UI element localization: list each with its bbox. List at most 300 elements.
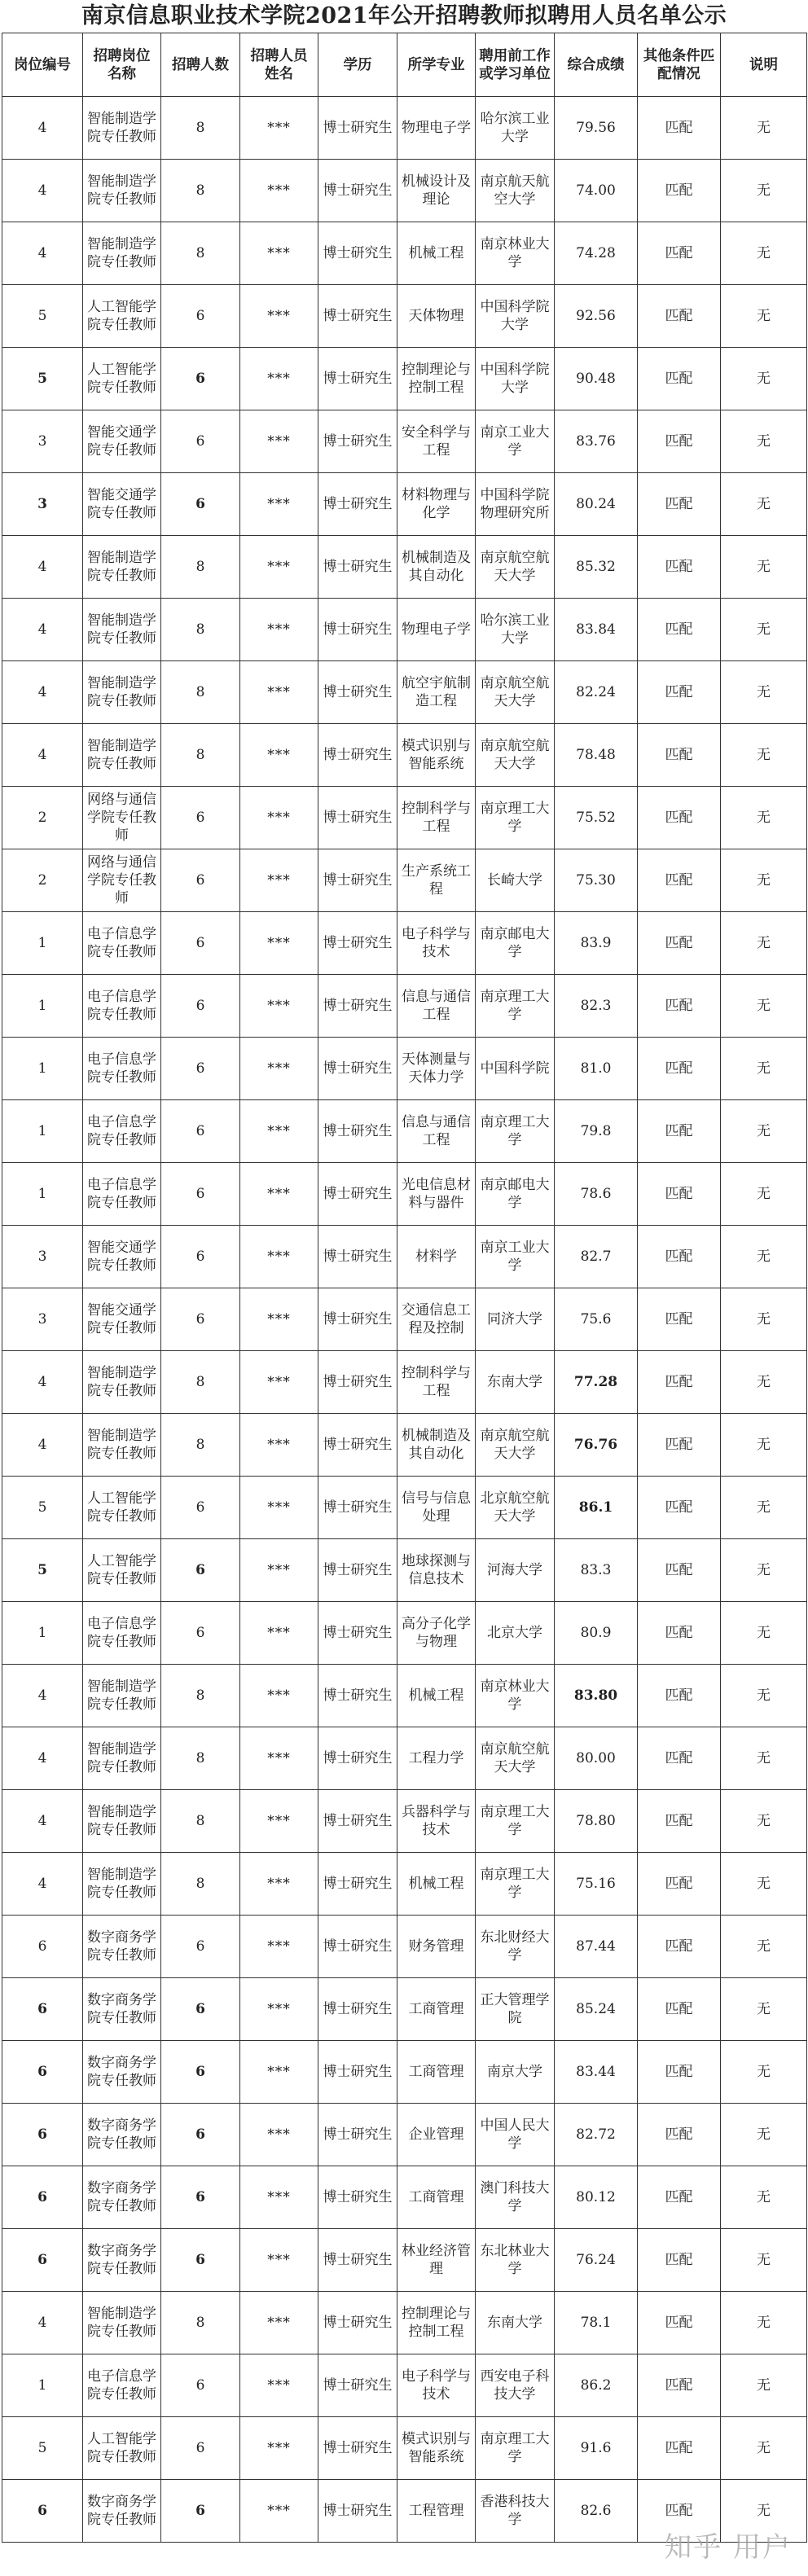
- cell-post-id: 4: [2, 97, 83, 160]
- cell-post-name: 智能制造学院专任教师: [83, 2292, 161, 2354]
- table-row: [2, 1351, 807, 1414]
- cell-post-name: 电子信息学院专任教师: [83, 1602, 161, 1665]
- cell-candidate-name: ***: [240, 787, 318, 849]
- cell-previous-unit: 中国科学院: [476, 1038, 555, 1100]
- cell-score: 80.00: [555, 1727, 638, 1790]
- cell-major: 控制科学与工程: [397, 1351, 476, 1414]
- cell-note: 无: [721, 1226, 807, 1288]
- cell-other-match: 匹配: [638, 2417, 721, 2480]
- header-major: 所学专业: [397, 33, 476, 97]
- cell-education: 博士研究生: [318, 2041, 397, 2104]
- cell-score: 80.12: [555, 2166, 638, 2229]
- cell-education: 博士研究生: [318, 912, 397, 975]
- cell-major: 交通信息工程及控制: [397, 1288, 476, 1351]
- cell-score: 74.00: [555, 160, 638, 222]
- cell-previous-unit: 北京航空航天大学: [476, 1477, 555, 1539]
- table-row: [2, 2041, 807, 2104]
- cell-major: 工程力学: [397, 1727, 476, 1790]
- cell-other-match: 匹配: [638, 222, 721, 285]
- cell-education: 博士研究生: [318, 1351, 397, 1414]
- cell-education: 博士研究生: [318, 2480, 397, 2543]
- cell-post-name: 数字商务学院专任教师: [83, 2229, 161, 2292]
- cell-other-match: 匹配: [638, 1288, 721, 1351]
- cell-other-match: 匹配: [638, 473, 721, 536]
- cell-other-match: 匹配: [638, 2104, 721, 2166]
- cell-education: 博士研究生: [318, 285, 397, 348]
- cell-score: 85.32: [555, 536, 638, 599]
- cell-hire-count: 6: [161, 410, 240, 473]
- cell-hire-count: 6: [161, 1539, 240, 1602]
- cell-major: 企业管理: [397, 2104, 476, 2166]
- cell-education: 博士研究生: [318, 160, 397, 222]
- cell-post-id: 6: [2, 1916, 83, 1978]
- table-row: [2, 1978, 807, 2041]
- cell-candidate-name: ***: [240, 1790, 318, 1853]
- cell-post-name: 智能交通学院专任教师: [83, 1288, 161, 1351]
- cell-note: 无: [721, 1539, 807, 1602]
- cell-note: 无: [721, 1602, 807, 1665]
- cell-other-match: 匹配: [638, 787, 721, 849]
- cell-major: 信号与信息处理: [397, 1477, 476, 1539]
- table-row: [2, 1477, 807, 1539]
- cell-post-id: 1: [2, 1038, 83, 1100]
- cell-score: 75.6: [555, 1288, 638, 1351]
- cell-post-id: 4: [2, 1853, 83, 1916]
- cell-note: 无: [721, 222, 807, 285]
- cell-major: 兵器科学与技术: [397, 1790, 476, 1853]
- cell-candidate-name: ***: [240, 1226, 318, 1288]
- cell-candidate-name: ***: [240, 473, 318, 536]
- cell-previous-unit: 南京理工大学: [476, 1790, 555, 1853]
- cell-education: 博士研究生: [318, 1288, 397, 1351]
- cell-hire-count: 8: [161, 599, 240, 661]
- cell-other-match: 匹配: [638, 2229, 721, 2292]
- cell-previous-unit: 南京理工大学: [476, 1853, 555, 1916]
- header-score: 综合成绩: [555, 33, 638, 97]
- cell-hire-count: 6: [161, 285, 240, 348]
- cell-education: 博士研究生: [318, 410, 397, 473]
- cell-other-match: 匹配: [638, 160, 721, 222]
- cell-major: 工商管理: [397, 1978, 476, 2041]
- cell-other-match: 匹配: [638, 536, 721, 599]
- cell-hire-count: 6: [161, 1288, 240, 1351]
- cell-note: 无: [721, 975, 807, 1038]
- cell-note: 无: [721, 2354, 807, 2417]
- cell-other-match: 匹配: [638, 1727, 721, 1790]
- cell-previous-unit: 南京邮电大学: [476, 912, 555, 975]
- cell-note: 无: [721, 1351, 807, 1414]
- cell-note: 无: [721, 1414, 807, 1477]
- cell-hire-count: 8: [161, 1351, 240, 1414]
- cell-previous-unit: 南京林业大学: [476, 222, 555, 285]
- cell-education: 博士研究生: [318, 1602, 397, 1665]
- cell-major: 材料学: [397, 1226, 476, 1288]
- table-row: [2, 2292, 807, 2354]
- cell-post-name: 智能制造学院专任教师: [83, 1351, 161, 1414]
- cell-education: 博士研究生: [318, 975, 397, 1038]
- cell-score: 82.3: [555, 975, 638, 1038]
- cell-note: 无: [721, 1727, 807, 1790]
- table-row: [2, 1226, 807, 1288]
- cell-education: 博士研究生: [318, 2104, 397, 2166]
- cell-hire-count: 6: [161, 2166, 240, 2229]
- cell-post-id: 3: [2, 473, 83, 536]
- cell-note: 无: [721, 536, 807, 599]
- cell-note: 无: [721, 2041, 807, 2104]
- cell-previous-unit: 南京理工大学: [476, 975, 555, 1038]
- cell-score: 92.56: [555, 285, 638, 348]
- cell-score: 81.0: [555, 1038, 638, 1100]
- cell-major: 光电信息材料与器件: [397, 1163, 476, 1226]
- cell-hire-count: 8: [161, 661, 240, 724]
- cell-post-name: 人工智能学院专任教师: [83, 2417, 161, 2480]
- header-other-match: 其他条件匹配情况: [638, 33, 721, 97]
- cell-previous-unit: 中国科学院大学: [476, 285, 555, 348]
- cell-education: 博士研究生: [318, 348, 397, 410]
- cell-post-name: 智能制造学院专任教师: [83, 97, 161, 160]
- cell-other-match: 匹配: [638, 975, 721, 1038]
- cell-hire-count: 6: [161, 1038, 240, 1100]
- cell-post-name: 智能制造学院专任教师: [83, 1414, 161, 1477]
- cell-post-id: 6: [2, 2229, 83, 2292]
- cell-previous-unit: 东北林业大学: [476, 2229, 555, 2292]
- cell-other-match: 匹配: [638, 1038, 721, 1100]
- cell-major: 安全科学与工程: [397, 410, 476, 473]
- cell-post-id: 5: [2, 2417, 83, 2480]
- table-row: [2, 473, 807, 536]
- cell-previous-unit: 长崎大学: [476, 849, 555, 912]
- cell-education: 博士研究生: [318, 1727, 397, 1790]
- cell-candidate-name: ***: [240, 536, 318, 599]
- table-row: [2, 97, 807, 160]
- cell-note: 无: [721, 2166, 807, 2229]
- cell-education: 博士研究生: [318, 1539, 397, 1602]
- cell-post-name: 人工智能学院专任教师: [83, 285, 161, 348]
- cell-post-name: 智能制造学院专任教师: [83, 724, 161, 787]
- cell-candidate-name: ***: [240, 1100, 318, 1163]
- cell-post-id: 6: [2, 2166, 83, 2229]
- cell-major: 物理电子学: [397, 599, 476, 661]
- table-row: [2, 222, 807, 285]
- cell-score: 78.1: [555, 2292, 638, 2354]
- table-row: [2, 1100, 807, 1163]
- cell-candidate-name: ***: [240, 661, 318, 724]
- cell-education: 博士研究生: [318, 1477, 397, 1539]
- cell-previous-unit: 南京航空航天大学: [476, 1727, 555, 1790]
- cell-other-match: 匹配: [638, 1351, 721, 1414]
- cell-note: 无: [721, 1100, 807, 1163]
- cell-candidate-name: ***: [240, 1288, 318, 1351]
- cell-education: 博士研究生: [318, 1038, 397, 1100]
- cell-post-id: 1: [2, 1100, 83, 1163]
- cell-major: 林业经济管理: [397, 2229, 476, 2292]
- header-education: 学历: [318, 33, 397, 97]
- table-row: [2, 536, 807, 599]
- table-row: [2, 1288, 807, 1351]
- cell-post-id: 6: [2, 2041, 83, 2104]
- cell-education: 博士研究生: [318, 1978, 397, 2041]
- cell-education: 博士研究生: [318, 97, 397, 160]
- cell-major: 物理电子学: [397, 97, 476, 160]
- cell-major: 材料物理与化学: [397, 473, 476, 536]
- cell-major: 控制科学与工程: [397, 787, 476, 849]
- cell-note: 无: [721, 348, 807, 410]
- cell-education: 博士研究生: [318, 473, 397, 536]
- cell-post-name: 人工智能学院专任教师: [83, 1539, 161, 1602]
- cell-education: 博士研究生: [318, 724, 397, 787]
- cell-major: 电子科学与技术: [397, 912, 476, 975]
- cell-other-match: 匹配: [638, 2292, 721, 2354]
- cell-note: 无: [721, 2229, 807, 2292]
- cell-other-match: 匹配: [638, 912, 721, 975]
- cell-score: 82.72: [555, 2104, 638, 2166]
- cell-previous-unit: 南京航天航空大学: [476, 160, 555, 222]
- header-hire-count: 招聘人数: [161, 33, 240, 97]
- cell-hire-count: 8: [161, 1853, 240, 1916]
- cell-hire-count: 6: [161, 1916, 240, 1978]
- cell-score: 86.1: [555, 1477, 638, 1539]
- cell-major: 控制理论与控制工程: [397, 2292, 476, 2354]
- cell-hire-count: 6: [161, 849, 240, 912]
- cell-post-name: 网络与通信学院专任教师: [83, 849, 161, 912]
- table-row: [2, 724, 807, 787]
- cell-post-name: 智能制造学院专任教师: [83, 160, 161, 222]
- cell-hire-count: 6: [161, 787, 240, 849]
- cell-candidate-name: ***: [240, 1916, 318, 1978]
- cell-major: 工商管理: [397, 2041, 476, 2104]
- cell-previous-unit: 南京林业大学: [476, 1665, 555, 1727]
- cell-score: 83.80: [555, 1665, 638, 1727]
- cell-post-id: 3: [2, 410, 83, 473]
- cell-candidate-name: ***: [240, 2229, 318, 2292]
- cell-hire-count: 6: [161, 2041, 240, 2104]
- cell-post-id: 3: [2, 1288, 83, 1351]
- cell-post-name: 电子信息学院专任教师: [83, 1100, 161, 1163]
- cell-post-id: 4: [2, 661, 83, 724]
- cell-major: 控制理论与控制工程: [397, 348, 476, 410]
- cell-post-name: 智能交通学院专任教师: [83, 473, 161, 536]
- cell-note: 无: [721, 724, 807, 787]
- cell-major: 机械工程: [397, 1853, 476, 1916]
- cell-education: 博士研究生: [318, 222, 397, 285]
- cell-post-id: 4: [2, 1727, 83, 1790]
- cell-education: 博士研究生: [318, 536, 397, 599]
- cell-education: 博士研究生: [318, 2166, 397, 2229]
- cell-education: 博士研究生: [318, 2417, 397, 2480]
- cell-candidate-name: ***: [240, 2292, 318, 2354]
- cell-post-id: 3: [2, 1226, 83, 1288]
- cell-education: 博士研究生: [318, 661, 397, 724]
- cell-other-match: 匹配: [638, 410, 721, 473]
- cell-major: 机械工程: [397, 222, 476, 285]
- header-post-name: 招聘岗位名称: [83, 33, 161, 97]
- table-row: [2, 1665, 807, 1727]
- cell-score: 83.44: [555, 2041, 638, 2104]
- cell-post-id: 6: [2, 2480, 83, 2543]
- cell-score: 78.6: [555, 1163, 638, 1226]
- cell-post-name: 人工智能学院专任教师: [83, 348, 161, 410]
- cell-note: 无: [721, 1978, 807, 2041]
- cell-hire-count: 8: [161, 536, 240, 599]
- cell-previous-unit: 香港科技大学: [476, 2480, 555, 2543]
- table-row: [2, 348, 807, 410]
- cell-major: 高分子化学与物理: [397, 1602, 476, 1665]
- cell-note: 无: [721, 2480, 807, 2543]
- cell-candidate-name: ***: [240, 2417, 318, 2480]
- cell-candidate-name: ***: [240, 160, 318, 222]
- cell-previous-unit: 正大管理学院: [476, 1978, 555, 2041]
- cell-hire-count: 8: [161, 160, 240, 222]
- cell-score: 75.30: [555, 849, 638, 912]
- cell-previous-unit: 河海大学: [476, 1539, 555, 1602]
- cell-post-name: 数字商务学院专任教师: [83, 2104, 161, 2166]
- cell-note: 无: [721, 1163, 807, 1226]
- cell-major: 财务管理: [397, 1916, 476, 1978]
- table-header-row: [2, 33, 807, 97]
- cell-note: 无: [721, 787, 807, 849]
- table-row: [2, 2354, 807, 2417]
- cell-score: 90.48: [555, 348, 638, 410]
- cell-hire-count: 6: [161, 2104, 240, 2166]
- cell-hire-count: 6: [161, 2480, 240, 2543]
- cell-hire-count: 8: [161, 1727, 240, 1790]
- table-row: [2, 1038, 807, 1100]
- cell-hire-count: 8: [161, 2292, 240, 2354]
- cell-score: 75.52: [555, 787, 638, 849]
- cell-score: 83.84: [555, 599, 638, 661]
- cell-post-id: 4: [2, 1414, 83, 1477]
- cell-score: 80.9: [555, 1602, 638, 1665]
- cell-education: 博士研究生: [318, 787, 397, 849]
- cell-post-name: 网络与通信学院专任教师: [83, 787, 161, 849]
- cell-previous-unit: 澳门科技大学: [476, 2166, 555, 2229]
- cell-note: 无: [721, 1477, 807, 1539]
- cell-previous-unit: 南京航空航天大学: [476, 661, 555, 724]
- cell-post-name: 电子信息学院专任教师: [83, 912, 161, 975]
- cell-post-name: 数字商务学院专任教师: [83, 1978, 161, 2041]
- cell-major: 天体物理: [397, 285, 476, 348]
- cell-previous-unit: 哈尔滨工业大学: [476, 599, 555, 661]
- cell-note: 无: [721, 285, 807, 348]
- cell-post-name: 智能制造学院专任教师: [83, 222, 161, 285]
- cell-other-match: 匹配: [638, 1665, 721, 1727]
- cell-note: 无: [721, 1288, 807, 1351]
- cell-post-name: 智能制造学院专任教师: [83, 1853, 161, 1916]
- cell-major: 信息与通信工程: [397, 1100, 476, 1163]
- cell-other-match: 匹配: [638, 849, 721, 912]
- cell-post-id: 5: [2, 348, 83, 410]
- cell-education: 博士研究生: [318, 1414, 397, 1477]
- cell-previous-unit: 南京工业大学: [476, 1226, 555, 1288]
- cell-major: 机械工程: [397, 1665, 476, 1727]
- cell-post-id: 1: [2, 975, 83, 1038]
- cell-education: 博士研究生: [318, 1163, 397, 1226]
- cell-other-match: 匹配: [638, 1853, 721, 1916]
- cell-post-name: 智能制造学院专任教师: [83, 1727, 161, 1790]
- cell-previous-unit: 南京理工大学: [476, 787, 555, 849]
- cell-post-id: 4: [2, 222, 83, 285]
- cell-candidate-name: ***: [240, 912, 318, 975]
- cell-hire-count: 8: [161, 1665, 240, 1727]
- cell-post-id: 4: [2, 536, 83, 599]
- cell-score: 85.24: [555, 1978, 638, 2041]
- cell-major: 电子科学与技术: [397, 2354, 476, 2417]
- cell-other-match: 匹配: [638, 97, 721, 160]
- cell-post-id: 4: [2, 160, 83, 222]
- watermark: 知乎 用户: [664, 2531, 792, 2564]
- cell-hire-count: 6: [161, 2417, 240, 2480]
- cell-hire-count: 8: [161, 97, 240, 160]
- cell-note: 无: [721, 849, 807, 912]
- cell-education: 博士研究生: [318, 1100, 397, 1163]
- cell-previous-unit: 同济大学: [476, 1288, 555, 1351]
- cell-score: 82.7: [555, 1226, 638, 1288]
- cell-candidate-name: ***: [240, 1665, 318, 1727]
- cell-score: 91.6: [555, 2417, 638, 2480]
- cell-hire-count: 6: [161, 348, 240, 410]
- table-row: [2, 2166, 807, 2229]
- table-row: [2, 1790, 807, 1853]
- table-row: [2, 1727, 807, 1790]
- cell-previous-unit: 南京航空航天大学: [476, 536, 555, 599]
- cell-previous-unit: 南京邮电大学: [476, 1163, 555, 1226]
- cell-hire-count: 6: [161, 1100, 240, 1163]
- cell-note: 无: [721, 473, 807, 536]
- cell-candidate-name: ***: [240, 1853, 318, 1916]
- cell-post-id: 1: [2, 1163, 83, 1226]
- cell-candidate-name: ***: [240, 975, 318, 1038]
- cell-score: 83.3: [555, 1539, 638, 1602]
- cell-previous-unit: 东南大学: [476, 1351, 555, 1414]
- cell-education: 博士研究生: [318, 1790, 397, 1853]
- cell-hire-count: 6: [161, 1226, 240, 1288]
- cell-post-name: 电子信息学院专任教师: [83, 1038, 161, 1100]
- cell-post-id: 1: [2, 912, 83, 975]
- cell-hire-count: 6: [161, 473, 240, 536]
- cell-post-id: 4: [2, 1351, 83, 1414]
- cell-post-name: 人工智能学院专任教师: [83, 1477, 161, 1539]
- cell-other-match: 匹配: [638, 661, 721, 724]
- cell-candidate-name: ***: [240, 97, 318, 160]
- cell-candidate-name: ***: [240, 2354, 318, 2417]
- table-row: [2, 2104, 807, 2166]
- table-row: [2, 787, 807, 849]
- cell-major: 机械制造及其自动化: [397, 536, 476, 599]
- cell-other-match: 匹配: [638, 2354, 721, 2417]
- cell-post-id: 5: [2, 285, 83, 348]
- cell-score: 82.24: [555, 661, 638, 724]
- cell-major: 机械设计及理论: [397, 160, 476, 222]
- cell-post-name: 数字商务学院专任教师: [83, 1916, 161, 1978]
- cell-education: 博士研究生: [318, 2229, 397, 2292]
- cell-note: 无: [721, 97, 807, 160]
- table-row: [2, 2229, 807, 2292]
- cell-post-id: 2: [2, 849, 83, 912]
- cell-other-match: 匹配: [638, 1163, 721, 1226]
- cell-note: 无: [721, 160, 807, 222]
- cell-candidate-name: ***: [240, 599, 318, 661]
- cell-note: 无: [721, 2104, 807, 2166]
- cell-post-name: 数字商务学院专任教师: [83, 2166, 161, 2229]
- cell-previous-unit: 东北财经大学: [476, 1916, 555, 1978]
- cell-score: 74.28: [555, 222, 638, 285]
- cell-previous-unit: 中国人民大学: [476, 2104, 555, 2166]
- table-row: [2, 410, 807, 473]
- cell-previous-unit: 南京工业大学: [476, 410, 555, 473]
- cell-note: 无: [721, 912, 807, 975]
- cell-previous-unit: 中国科学院物理研究所: [476, 473, 555, 536]
- table-row: [2, 285, 807, 348]
